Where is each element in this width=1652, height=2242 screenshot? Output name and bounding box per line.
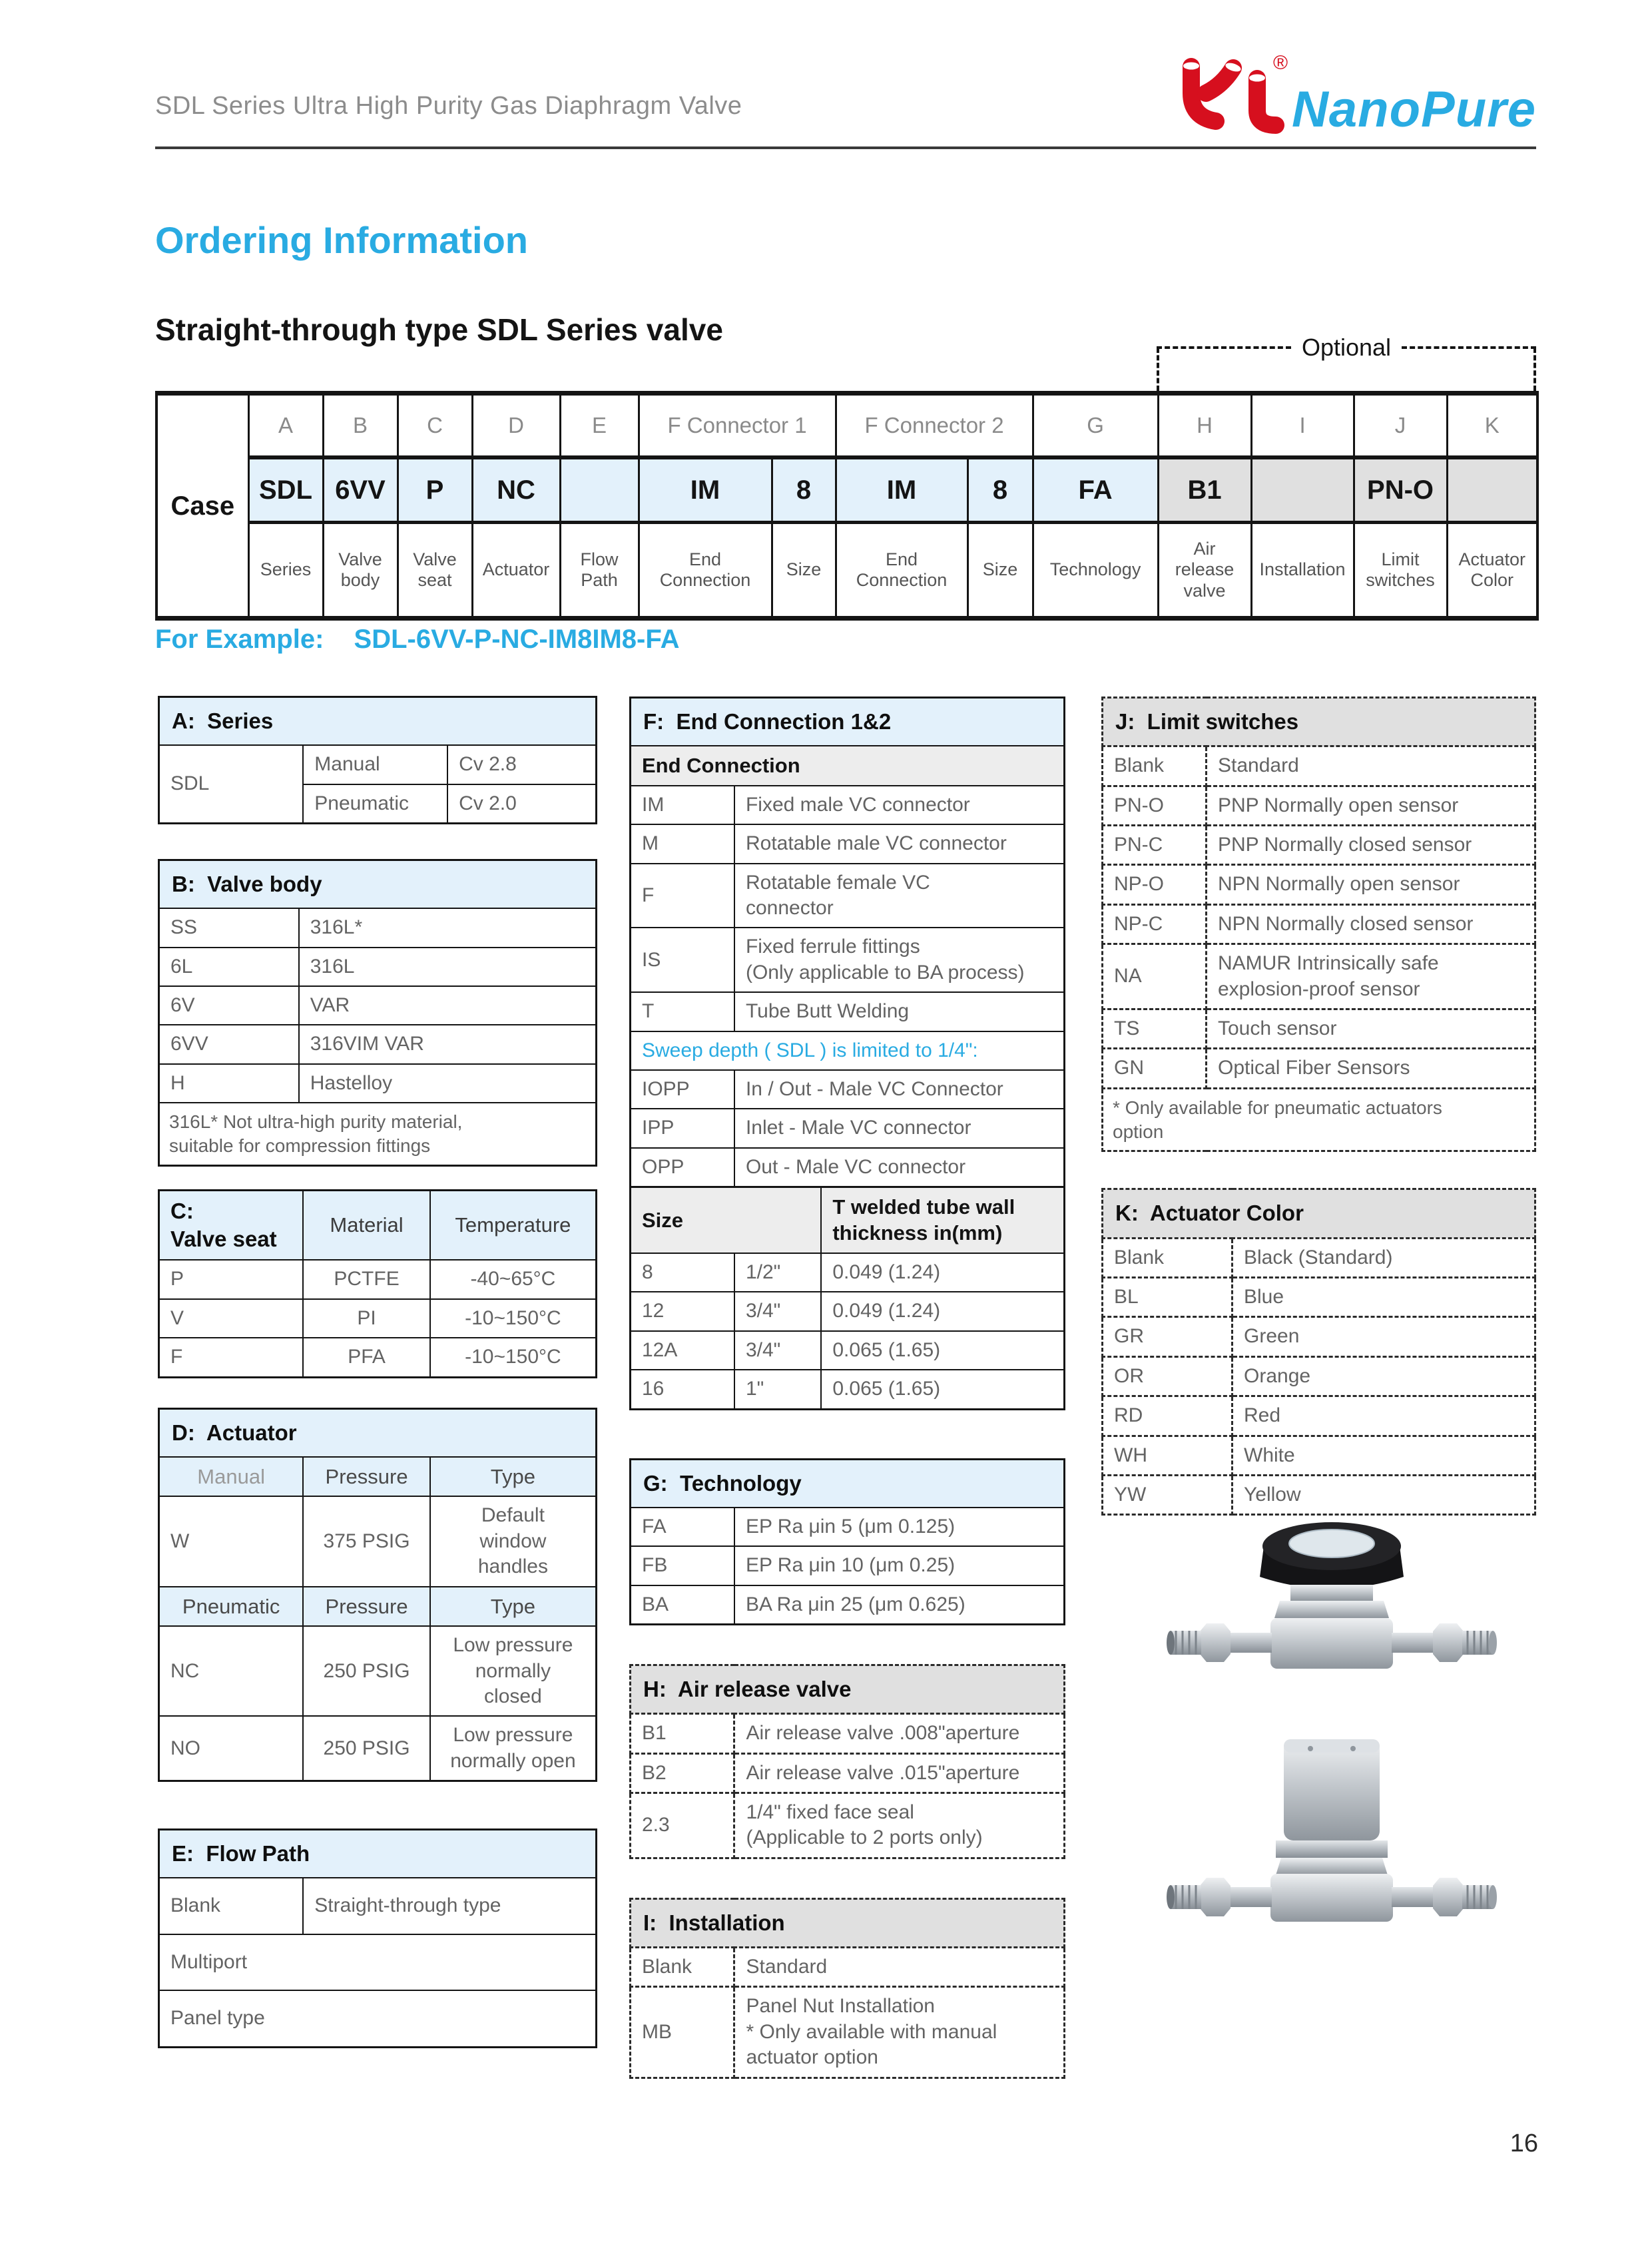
option-desc: EP Ra μin 10 (μm 0.25) xyxy=(734,1546,1065,1585)
option-code: F xyxy=(159,1338,304,1377)
col-letter-f1: F Connector 1 xyxy=(639,394,836,458)
table-row xyxy=(1103,1278,1535,1317)
option-code: IOPP xyxy=(631,1070,734,1109)
valve-body-note: 316L* Not ultra-high purity material, suitable for compression fittings xyxy=(159,1103,597,1165)
option-code: FA xyxy=(631,1508,734,1546)
technology-table-title: G: Technology xyxy=(631,1459,1065,1508)
table-row xyxy=(631,1546,1065,1585)
code-desc-cell: End Connection xyxy=(836,523,967,619)
option-desc: PNP Normally open sensor xyxy=(1207,786,1535,825)
size-code: 12A xyxy=(631,1331,734,1370)
code-value-cell xyxy=(560,457,639,523)
col-letter-k: K xyxy=(1447,394,1537,458)
table-row xyxy=(631,1508,1065,1546)
table-row xyxy=(631,1585,1065,1625)
option-desc: VAR xyxy=(299,986,597,1025)
code-desc-cell: Limit switches xyxy=(1354,523,1447,619)
code-value-cell: FA xyxy=(1033,457,1158,523)
col-letter-h: H xyxy=(1158,394,1251,458)
flow-path-table-title: E: Flow Path xyxy=(159,1830,597,1878)
option-code: 6V xyxy=(159,986,299,1025)
seat-temperature: -40~65°C xyxy=(430,1260,597,1298)
option-desc: Air release valve .008"aperture xyxy=(734,1714,1065,1753)
table-row xyxy=(631,992,1065,1031)
actuator-type: Low pressure normally open xyxy=(430,1716,597,1781)
option-code: FB xyxy=(631,1546,734,1585)
valve-body-table xyxy=(158,859,597,1167)
actuator-table xyxy=(158,1408,597,1783)
option-code: NP-O xyxy=(1103,865,1207,904)
table-row xyxy=(159,1338,597,1377)
option-desc: Fixed ferrule fittings (Only applicable to BA process) xyxy=(734,928,1065,992)
option-code: Blank xyxy=(631,1948,734,1987)
col-letter-c: C xyxy=(398,394,472,458)
option-code: MB xyxy=(631,1987,734,2078)
code-value-cell: P xyxy=(398,457,472,523)
option-code: P xyxy=(159,1260,304,1298)
option-desc: Optical Fiber Sensors xyxy=(1207,1049,1535,1088)
option-desc: Red xyxy=(1233,1396,1535,1436)
option-desc: BA Ra μin 25 (μm 0.625) xyxy=(734,1585,1065,1625)
table-row xyxy=(1103,1356,1535,1396)
end-connection-subheader: End Connection xyxy=(631,746,1065,786)
option-desc: NPN Normally closed sensor xyxy=(1207,904,1535,944)
actuator-type: Low pressure normally closed xyxy=(430,1626,597,1716)
seat-temperature: -10~150°C xyxy=(430,1299,597,1338)
code-desc-cell: Size xyxy=(967,523,1033,619)
actuator-color-table xyxy=(1101,1188,1536,1516)
actuator-pressure: 250 PSIG xyxy=(303,1716,430,1781)
code-value-cell: 6VV xyxy=(323,457,398,523)
option-code: NA xyxy=(1103,944,1207,1009)
col-letter-f2: F Connector 2 xyxy=(836,394,1033,458)
table-row xyxy=(631,1148,1065,1187)
table-row xyxy=(159,1064,597,1103)
option-code: 2.3 xyxy=(631,1793,734,1858)
limit-switches-note: * Only available for pneumatic actuators option xyxy=(1103,1088,1535,1151)
option-code: 6VV xyxy=(159,1025,299,1063)
table-row xyxy=(631,1070,1065,1109)
option-code: YW xyxy=(1103,1475,1233,1514)
table-row xyxy=(1103,1049,1535,1088)
col-letter-e: E xyxy=(560,394,639,458)
option-desc: Touch sensor xyxy=(1207,1009,1535,1048)
option-desc: Orange xyxy=(1233,1356,1535,1396)
col-letter-d: D xyxy=(472,394,560,458)
technology-table xyxy=(629,1458,1065,1625)
limit-switches-table-title: J: Limit switches xyxy=(1103,698,1535,746)
case-row-label: Case xyxy=(156,394,248,619)
option-desc: Inlet - Male VC connector xyxy=(734,1109,1065,1147)
col-letter-j: J xyxy=(1354,394,1447,458)
col-letter-b: B xyxy=(323,394,398,458)
pressure-header: Pressure xyxy=(303,1457,430,1497)
option-desc: 316L xyxy=(299,948,597,986)
brand-name: NanoPure xyxy=(1292,81,1536,138)
code-value-cell: IM xyxy=(639,457,772,523)
option-desc: Straight-through type xyxy=(303,1878,596,1934)
table-row xyxy=(631,1948,1065,1987)
table-row xyxy=(631,1987,1065,2078)
option-desc: Fixed male VC connector xyxy=(734,786,1065,824)
actuator-type: Default window handles xyxy=(430,1496,597,1586)
option-code: W xyxy=(159,1496,304,1586)
pneumatic-header: Pneumatic xyxy=(159,1587,304,1627)
table-row xyxy=(631,1753,1065,1793)
code-desc-cell: Flow Path xyxy=(560,523,639,619)
table-row xyxy=(1103,1436,1535,1475)
code-desc-cell: Air release valve xyxy=(1158,523,1251,619)
table-row xyxy=(159,908,597,947)
manual-valve-photo xyxy=(1159,1510,1505,1710)
table-row xyxy=(631,786,1065,824)
temperature-col-header: Temperature xyxy=(430,1190,597,1260)
code-desc-cell: End Connection xyxy=(639,523,772,619)
option-desc: EP Ra μin 5 (μm 0.125) xyxy=(734,1508,1065,1546)
size-thickness: 0.049 (1.24) xyxy=(821,1253,1064,1292)
code-desc-cell: Technology xyxy=(1033,523,1158,619)
code-value-cell: IM xyxy=(836,457,967,523)
option-code: PN-O xyxy=(1103,786,1207,825)
option-desc: Multiport xyxy=(159,1934,597,1990)
series-cv: Cv 2.0 xyxy=(447,784,596,824)
table-row xyxy=(1103,1238,1535,1277)
optional-bracket xyxy=(1157,333,1536,391)
option-desc: Hastelloy xyxy=(299,1064,597,1103)
table-row xyxy=(1103,1009,1535,1048)
option-code: PN-C xyxy=(1103,826,1207,865)
product-photos xyxy=(1132,1510,1531,1955)
example-line xyxy=(155,625,679,655)
installation-table xyxy=(629,1898,1065,2079)
table-row xyxy=(1103,826,1535,865)
size-thickness: 0.049 (1.24) xyxy=(821,1292,1064,1330)
option-code: BA xyxy=(631,1585,734,1625)
option-desc: 316L* xyxy=(299,908,597,947)
code-value-cell xyxy=(1251,457,1354,523)
table-row xyxy=(1103,1475,1535,1514)
size-code: 8 xyxy=(631,1253,734,1292)
table-row xyxy=(631,928,1065,992)
example-code: SDL-6VV-P-NC-IM8IM8-FA xyxy=(354,625,680,654)
header-divider xyxy=(155,146,1536,149)
option-code: OPP xyxy=(631,1148,734,1187)
code-desc-cell: Installation xyxy=(1251,523,1354,619)
size-thickness: 0.065 (1.65) xyxy=(821,1331,1064,1370)
option-code: B2 xyxy=(631,1753,734,1793)
seat-material: PFA xyxy=(303,1338,430,1377)
table-row xyxy=(631,864,1065,928)
code-desc-cell: Actuator xyxy=(472,523,560,619)
table-row xyxy=(1103,1317,1535,1356)
actuator-pressure: 250 PSIG xyxy=(303,1626,430,1716)
series-type: Manual xyxy=(303,745,447,784)
table-row xyxy=(159,1025,597,1063)
sweep-depth-note: Sweep depth ( SDL ) is limited to 1/4": xyxy=(631,1031,1065,1070)
option-code: RD xyxy=(1103,1396,1233,1436)
size-inches: 1" xyxy=(734,1370,821,1409)
option-code: IS xyxy=(631,928,734,992)
option-desc: NAMUR Intrinsically safe explosion-proof sensor xyxy=(1207,944,1535,1009)
table-row xyxy=(631,1714,1065,1753)
option-code: NO xyxy=(159,1716,304,1781)
table-row xyxy=(1103,865,1535,904)
option-desc: Rotatable male VC connector xyxy=(734,824,1065,863)
option-code: V xyxy=(159,1299,304,1338)
size-col-header: Size xyxy=(631,1187,822,1253)
valve-body-table-title: B: Valve body xyxy=(159,860,597,909)
end-connection-table-title: F: End Connection 1&2 xyxy=(631,698,1065,746)
option-desc: Panel type xyxy=(159,1990,597,2047)
option-desc: Blue xyxy=(1233,1278,1535,1317)
page-title: Ordering Information xyxy=(155,219,528,261)
doc-title: SDL Series Ultra High Purity Gas Diaphragm Valve xyxy=(155,92,742,120)
table-row xyxy=(1103,944,1535,1009)
option-code: T xyxy=(631,992,734,1031)
col-letter-i: I xyxy=(1251,394,1354,458)
option-code: NC xyxy=(159,1626,304,1716)
table-row xyxy=(631,1109,1065,1147)
option-code: 6L xyxy=(159,948,299,986)
type-header: Type xyxy=(430,1457,597,1497)
thickness-col-header: T welded tube wall thickness in(mm) xyxy=(821,1187,1064,1253)
option-code: F xyxy=(631,864,734,928)
size-inches: 1/2" xyxy=(734,1253,821,1292)
air-release-table-title: H: Air release valve xyxy=(631,1665,1065,1714)
table-row xyxy=(631,824,1065,863)
option-code: Blank xyxy=(159,1878,304,1934)
page-number: 16 xyxy=(1510,2129,1538,2157)
option-desc: Yellow xyxy=(1233,1475,1535,1514)
table-row xyxy=(631,1370,1065,1409)
pneumatic-valve-photo xyxy=(1159,1729,1505,1955)
table-row xyxy=(1103,746,1535,786)
table-row xyxy=(1103,786,1535,825)
option-code: OR xyxy=(1103,1356,1233,1396)
code-value-cell: NC xyxy=(472,457,560,523)
example-label: For Example: xyxy=(155,625,324,654)
size-code: 12 xyxy=(631,1292,734,1330)
series-table-title: A: Series xyxy=(159,697,597,746)
size-code: 16 xyxy=(631,1370,734,1409)
code-value-cell: B1 xyxy=(1158,457,1251,523)
registered-mark-icon: ® xyxy=(1273,52,1288,74)
end-connection-table xyxy=(629,697,1065,1188)
option-desc: Standard xyxy=(1207,746,1535,786)
col-letter-a: A xyxy=(248,394,323,458)
code-desc-cell: Valve seat xyxy=(398,523,472,619)
option-desc: Tube Butt Welding xyxy=(734,992,1065,1031)
optional-label: Optional xyxy=(1301,334,1392,361)
series-type: Pneumatic xyxy=(303,784,447,824)
table-row xyxy=(631,1292,1065,1330)
option-desc: Green xyxy=(1233,1317,1535,1356)
section-subtitle: Straight-through type SDL Series valve xyxy=(155,312,723,347)
actuator-color-table-title: K: Actuator Color xyxy=(1103,1189,1535,1238)
code-value-cell: SDL xyxy=(248,457,323,523)
series-cv: Cv 2.8 xyxy=(447,745,596,784)
ordering-code-table xyxy=(155,391,1539,621)
option-code: GR xyxy=(1103,1317,1233,1356)
option-desc: White xyxy=(1233,1436,1535,1475)
option-code: Blank xyxy=(1103,746,1207,786)
option-code: NP-C xyxy=(1103,904,1207,944)
code-value-cell: PN-O xyxy=(1354,457,1447,523)
option-code: WH xyxy=(1103,1436,1233,1475)
table-row xyxy=(631,1331,1065,1370)
actuator-table-title: D: Actuator xyxy=(159,1408,597,1457)
size-inches: 3/4" xyxy=(734,1331,821,1370)
series-code: SDL xyxy=(159,745,304,823)
type-header: Type xyxy=(430,1587,597,1627)
series-table xyxy=(158,696,597,824)
code-value-cell xyxy=(1447,457,1537,523)
option-code: TS xyxy=(1103,1009,1207,1048)
table-row xyxy=(159,986,597,1025)
option-desc: Panel Nut Installation * Only available with manual actuator option xyxy=(734,1987,1065,2078)
code-desc-cell: Series xyxy=(248,523,323,619)
code-desc-cell: Actuator Color xyxy=(1447,523,1537,619)
option-desc: Black (Standard) xyxy=(1233,1238,1535,1277)
installation-table-title: I: Installation xyxy=(631,1898,1065,1947)
seat-material: PCTFE xyxy=(303,1260,430,1298)
table-row xyxy=(159,948,597,986)
code-desc-cell: Valve body xyxy=(323,523,398,619)
table-row xyxy=(631,1793,1065,1858)
valve-seat-table xyxy=(158,1189,597,1378)
option-desc: Standard xyxy=(734,1948,1065,1987)
col-letter-g: G xyxy=(1033,394,1158,458)
option-code: GN xyxy=(1103,1049,1207,1088)
option-desc: 316VIM VAR xyxy=(299,1025,597,1063)
valve-seat-table-title: C: Valve seat xyxy=(159,1190,304,1260)
flow-path-table xyxy=(158,1828,597,2048)
option-code: B1 xyxy=(631,1714,734,1753)
manual-header: Manual xyxy=(159,1457,304,1497)
seat-temperature: -10~150°C xyxy=(430,1338,597,1377)
table-row xyxy=(159,1299,597,1338)
option-code: SS xyxy=(159,908,299,947)
pressure-header: Pressure xyxy=(303,1587,430,1627)
code-value-cell: 8 xyxy=(967,457,1033,523)
table-row xyxy=(1103,1396,1535,1436)
table-row xyxy=(1103,904,1535,944)
option-desc: 1/4" fixed face seal (Applicable to 2 ports only) xyxy=(734,1793,1065,1858)
table-row xyxy=(631,1253,1065,1292)
option-code: BL xyxy=(1103,1278,1233,1317)
seat-material: PI xyxy=(303,1299,430,1338)
option-code: IPP xyxy=(631,1109,734,1147)
brand-logo xyxy=(1175,52,1536,138)
size-thickness: 0.065 (1.65) xyxy=(821,1370,1064,1409)
code-desc-cell: Size xyxy=(772,523,836,619)
air-release-table xyxy=(629,1664,1065,1859)
optional-dash-left xyxy=(1157,346,1291,349)
option-desc: NPN Normally open sensor xyxy=(1207,865,1535,904)
option-code: Blank xyxy=(1103,1238,1233,1277)
option-desc: In / Out - Male VC Connector xyxy=(734,1070,1065,1109)
material-col-header: Material xyxy=(303,1190,430,1260)
size-inches: 3/4" xyxy=(734,1292,821,1330)
option-desc: Rotatable female VC connector xyxy=(734,864,1065,928)
option-code: M xyxy=(631,824,734,863)
kl-logo-icon xyxy=(1175,52,1288,135)
option-code: H xyxy=(159,1064,299,1103)
option-desc: Out - Male VC connector xyxy=(734,1148,1065,1187)
size-table xyxy=(629,1186,1065,1410)
actuator-pressure: 375 PSIG xyxy=(303,1496,430,1586)
limit-switches-table xyxy=(1101,697,1536,1152)
table-row xyxy=(159,1260,597,1298)
option-desc: Air release valve .015"aperture xyxy=(734,1753,1065,1793)
optional-dash-right xyxy=(1402,346,1536,349)
option-code: IM xyxy=(631,786,734,824)
code-value-cell: 8 xyxy=(772,457,836,523)
option-desc: PNP Normally closed sensor xyxy=(1207,826,1535,865)
